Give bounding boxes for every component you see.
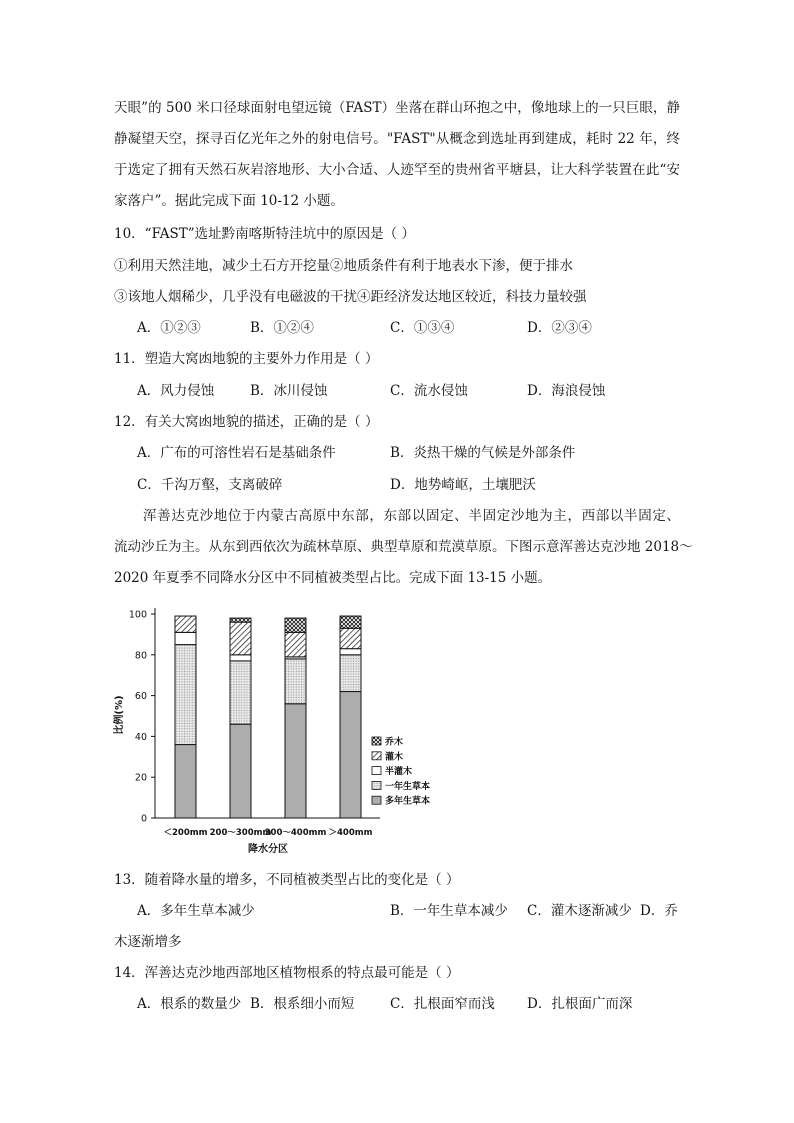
category-label: 200～300mm [209, 828, 272, 838]
q12-option-c[interactable]: C．千沟万壑，支离破碎 [137, 477, 283, 493]
y-tick-label: 20 [134, 772, 147, 784]
q10-option-c[interactable]: C．①③④ [390, 320, 455, 336]
chart-marks [129, 610, 430, 839]
category-label: ＜200mm [163, 828, 208, 838]
passage-fast-line-2: 静凝望天空，探寻百亿光年之外的射电信号。"FAST"从概念到选址再到建成，耗时 22 年，终 [114, 131, 680, 147]
legend-swatch [372, 796, 381, 804]
category-label: 300～400mm [264, 828, 327, 838]
passage-fast-line-3: 于选定了拥有天然石灰岩溶地形、大小合适、人迹罕至的贵州省平塘县，让大科学装置在此“安 [114, 162, 680, 178]
q14-option-b[interactable]: B．根系细小而短 [250, 996, 355, 1012]
passage-fast-line-1: 天眼”的 500 米口径球面射电望远镜（FAST）坐落在群山环抱之中，像地球上的一只巨眼，静 [114, 100, 680, 116]
bar-segment [340, 628, 361, 648]
legend-label: 乔木 [385, 737, 404, 748]
bar-segment [340, 655, 361, 692]
q13-option-c[interactable]: C．灌木逐渐减少 [527, 903, 632, 919]
q10-option-a[interactable]: A．①②③ [137, 320, 201, 336]
y-tick-label: 0 [140, 813, 147, 825]
bar-segment [285, 704, 306, 818]
bar-segment [230, 661, 251, 724]
q13-option-a[interactable]: A．多年生草本减少 [137, 903, 255, 919]
passage-sandland-line-3: 2020 年夏季不同降水分区中不同植被类型占比。完成下面 13-15 小题。 [114, 570, 552, 586]
q10-stem: 10．“FAST”选址黔南喀斯特洼坑中的原因是（ ） [114, 226, 415, 242]
q10-statement-2: ③该地人烟稀少，几乎没有电磁波的干扰④距经济发达地区较近，科技力量较强 [114, 289, 587, 305]
legend-label: 多年生草本 [385, 796, 431, 807]
y-axis-title: 比例(%) [114, 695, 125, 735]
q14-stem: 14．浑善达克沙地西部地区植物根系的特点最可能是（ ） [114, 965, 460, 981]
passage-sandland-line-2: 流动沙丘为主。从东到西依次为疏林草原、典型草原和荒漠草原。下图示意浑善达克沙地 2018～ [114, 539, 693, 555]
legend-swatch [372, 767, 381, 775]
legend-swatch [372, 737, 381, 745]
legend-swatch [372, 752, 381, 760]
bar-segment [175, 645, 196, 745]
q11-option-b[interactable]: B．冰川侵蚀 [250, 383, 328, 399]
q14-option-c[interactable]: C．扎根面窄而浅 [390, 996, 495, 1012]
q12-option-d[interactable]: D．地势崎岖，土壤肥沃 [390, 477, 536, 493]
bar-segment [175, 632, 196, 644]
q13-option-d[interactable]: D．乔木逐渐增多 [114, 903, 678, 950]
bar-segment [230, 622, 251, 655]
q12-stem: 12．有关大窝凼地貌的描述，正确的是（ ） [114, 414, 379, 430]
bar-segment [175, 745, 196, 818]
q13-option-b[interactable]: B．一年生草本减少 [390, 903, 508, 919]
q11-option-d[interactable]: D．海浪侵蚀 [527, 383, 606, 399]
y-tick-label: 80 [134, 650, 147, 662]
q12-option-a[interactable]: A．广布的可溶性岩石是基础条件 [137, 445, 336, 461]
category-label: ＞400mm [328, 828, 373, 838]
q13-options [114, 896, 680, 958]
q10-statement-1: ①利用天然洼地，减少土石方开挖量②地质条件有利于地表水下渗，便于排水 [114, 258, 573, 274]
y-tick-label: 60 [134, 691, 147, 703]
bar-segment [230, 724, 251, 818]
legend-swatch [372, 781, 381, 789]
q11-option-c[interactable]: C．流水侵蚀 [390, 383, 468, 399]
legend-label: 灌木 [385, 752, 404, 763]
legend-label: 一年生草本 [385, 781, 431, 792]
passage-fast-line-4: 家落户”。据此完成下面 10-12 小题。 [114, 193, 344, 209]
q14-option-d[interactable]: D．扎根面广而深 [527, 996, 633, 1012]
bar-segment [340, 692, 361, 818]
bar-segment [230, 618, 251, 622]
bar-segment [340, 649, 361, 655]
bar-segment [285, 632, 306, 656]
bar-segment [340, 616, 361, 628]
bar-segment [285, 659, 306, 704]
x-axis-title: 降水分区 [248, 844, 288, 855]
q13-stem: 13．随着降水量的增多，不同植被类型占比的变化是（ ） [114, 872, 460, 888]
legend-label: 半灌木 [385, 767, 413, 778]
q10-option-b[interactable]: B．①②④ [250, 320, 314, 336]
q14-option-a[interactable]: A．根系的数量少 [137, 996, 242, 1012]
y-tick-label: 100 [128, 609, 147, 621]
q12-option-b[interactable]: B．炎热干燥的气候是外部条件 [390, 445, 576, 461]
bar-segment [175, 616, 196, 632]
bar-segment [230, 655, 251, 661]
q11-stem: 11．塑造大窝凼地貌的主要外力作用是（ ） [114, 351, 379, 367]
y-tick-label: 40 [134, 731, 147, 743]
q11-option-a[interactable]: A．风力侵蚀 [137, 383, 215, 399]
passage-sandland-line-1: 浑善达克沙地位于内蒙古高原中东部，东部以固定、半固定沙地为主，西部以半固定、 [143, 508, 680, 524]
bar-segment [285, 618, 306, 632]
vegetation-stacked-bar-chart [100, 600, 460, 865]
q10-option-d[interactable]: D．②③④ [527, 320, 592, 336]
